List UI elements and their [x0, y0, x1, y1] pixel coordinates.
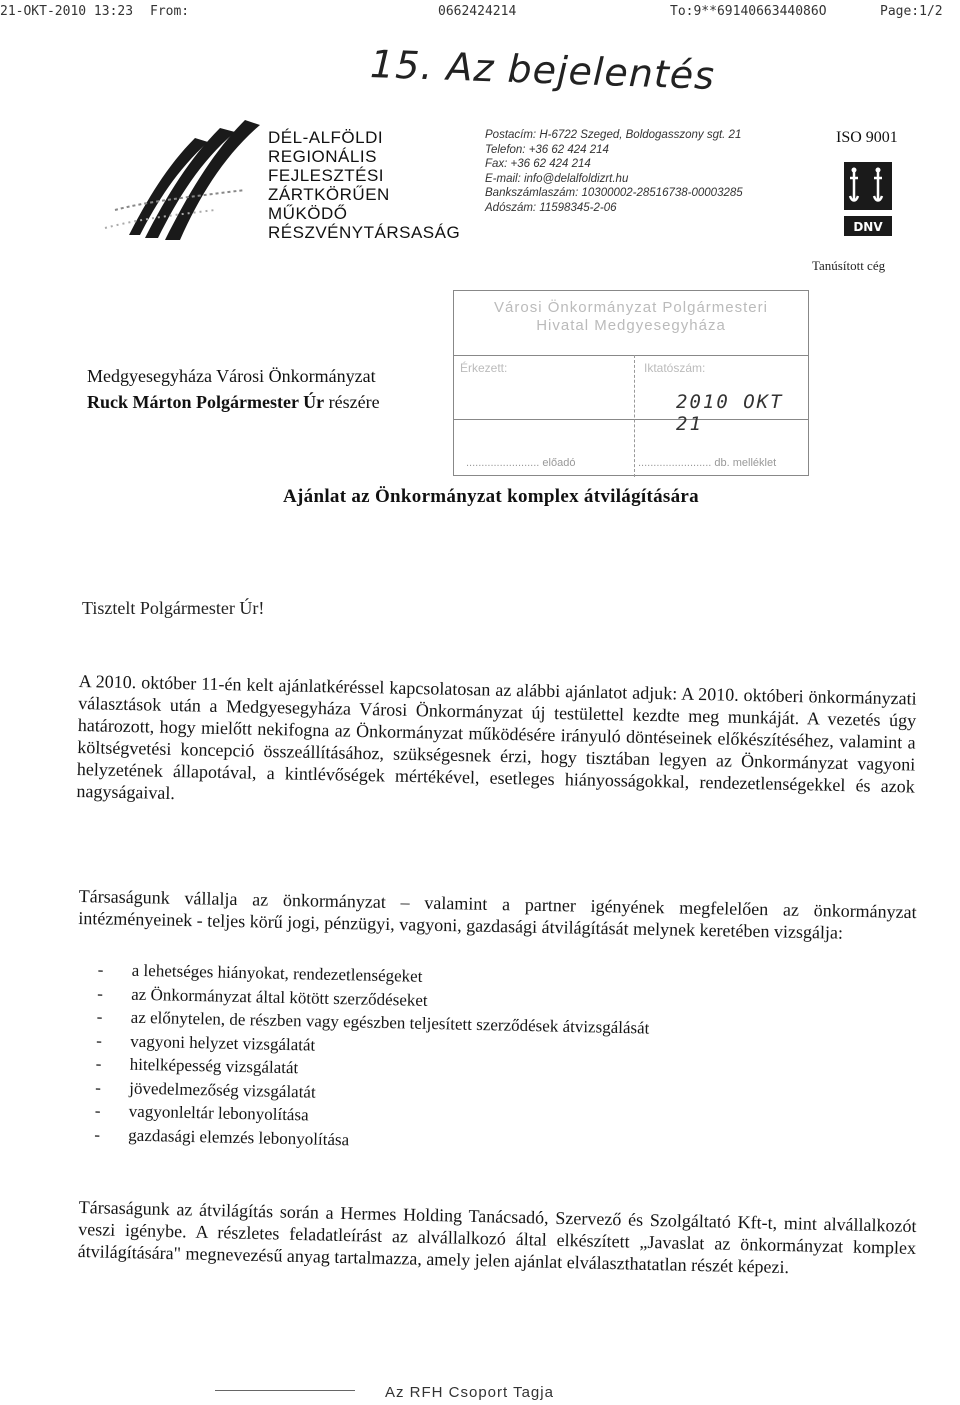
stamp-number-label: Iktatószám: — [644, 361, 706, 375]
company-logo-icon — [95, 110, 265, 250]
company-name-line: DÉL-ALFÖLDI — [268, 128, 384, 147]
footer-text: Az RFH Csoport Tagja — [385, 1384, 554, 1401]
stamp-dots-left: ........................ előadó — [466, 457, 576, 469]
company-name-line: MŰKÖDŐ — [268, 204, 348, 223]
list-item: - vagyonleltár lebonyolítása — [94, 1100, 309, 1125]
fax-number: Fax: +36 62 424 214 — [485, 158, 591, 170]
tax-number: Adószám: 11598345-2-06 — [485, 201, 617, 214]
company-contact — [485, 128, 743, 215]
fax-datetime: 21-OKT-2010 13:23 — [0, 4, 134, 19]
recipient-organization: Medgyesegyháza Városi Önkormányzat — [87, 366, 376, 386]
list-item: - gazdasági elemzés lebonyolítása — [94, 1124, 350, 1149]
fax-header — [0, 4, 960, 22]
company-name-line: FEJLESZTÉSI — [268, 166, 385, 185]
phone-number: Telefon: +36 62 424 214 — [485, 143, 609, 156]
document-title: Ajánlat az Önkormányzat komplex átvilágítására — [283, 486, 699, 507]
fax-page: Page:1/2 — [880, 4, 943, 19]
stamp-title-line: Hivatal Medgyesegyháza — [536, 317, 726, 334]
paragraph-1: A 2010. október 11-én kelt ajánlatkéréssel kapcsolatosan az alábbi ajánlatot adjuk: A 2010. októberi önkormányzati választások után a Medgyesegyháza Városi Önkormányzat új testülettel kezdte meg munkáját. A vezetés úgy határozott, hogy mielőtt nekifogna az Önkormányzat működésére irányuló döntéseinek előkészítéséhez, valamint a költségvetési koncepció összeállításához, szükségesnek érzi, hogy tisztában legyen az Önkormányzat vagyoni helyzetének állapotával, a kintlévőségek mértékével, esetleges hiányosságokkal, rendezetlenségekkel és azok nagyságaival. — [76, 670, 917, 804]
certified-company-label: Tanúsított cég — [812, 258, 886, 273]
fax-from-label: From: — [150, 4, 190, 19]
company-name-line: REGIONÁLIS — [268, 147, 377, 166]
recipient-name-line — [87, 389, 380, 415]
stamp-title — [454, 299, 808, 335]
recipient-suffix: részére — [324, 392, 380, 412]
footer-divider — [215, 1390, 355, 1391]
dnv-certification-icon — [840, 160, 896, 246]
handwritten-note: 15. Az bejelentés — [369, 41, 716, 99]
fax-from-number: 0662424214 — [438, 4, 517, 19]
stamp-date: 2010 OKT 21 — [676, 391, 784, 435]
dnv-logo-text: DNV — [853, 220, 883, 234]
company-name-line: RÉSZVÉNYTÁRSASÁG — [268, 223, 461, 242]
email-address: E-mail: info@delalfoldizrt.hu — [485, 172, 629, 185]
company-name-line: ZÁRTKÖRŰEN — [268, 185, 390, 204]
stamp-received-label: Érkezett: — [460, 361, 508, 375]
postal-address: Postacím: H-6722 Szeged, Boldogasszony sgt. 21 — [485, 129, 742, 141]
list-item: - az Önkormányzat által kötött szerződéseket — [97, 983, 428, 1010]
salutation: Tisztelt Polgármester Úr! — [82, 598, 265, 618]
iso-label: ISO 9001 — [836, 129, 898, 146]
list-item: - vagyoni helyzet vizsgálatát — [96, 1030, 316, 1055]
list-item: - az előnytelen, de részben vagy egészben teljesített szerződések átvizsgálását — [96, 1006, 650, 1038]
list-item: - hitelképesség vizsgálatát — [95, 1053, 299, 1078]
paragraph-2: Társaságunk vállalja az önkormányzat – valamint a partner igényének megfelelően az önkormányzat intézményeinek - teljes körű jogi, pénzügyi, vagyoni, gazdasági átvilágítását melynek keretében vizsgálja: — [78, 885, 917, 943]
company-name — [268, 128, 460, 242]
paragraph-3: Társaságunk az átvilágítás során a Hermes Holding Tanácsadó, Szervező és Szolgáltató Kft-t, mint alvállalkozót veszi igénybe. A részletes feladatleírást az alvállalkozó által elkészített „Javaslat az önkormányzat komplex átvilágítására" megnevezésű anyag tartalmazza, amely jelen ajánlat elválaszthatatlan részét képezi. — [77, 1196, 917, 1278]
received-stamp — [453, 290, 809, 476]
audit-item-list — [94, 958, 651, 1158]
bank-account: Bankszámlaszám: 10300002-28516738-00003285 — [485, 187, 743, 199]
recipient-name: Ruck Márton Polgármester Úr — [87, 392, 325, 412]
list-item: - a lehetséges hiányokat, rendezetlenségeket — [97, 959, 423, 986]
fax-to: To:9**6914066344086O — [670, 4, 827, 19]
stamp-dots-right: ........................ db. melléklet — [638, 457, 777, 469]
stamp-title-line: Városi Önkormányzat Polgármesteri — [494, 299, 768, 316]
list-item: - jövedelmezőség vizsgálatát — [95, 1077, 316, 1102]
recipient-block — [87, 363, 380, 415]
